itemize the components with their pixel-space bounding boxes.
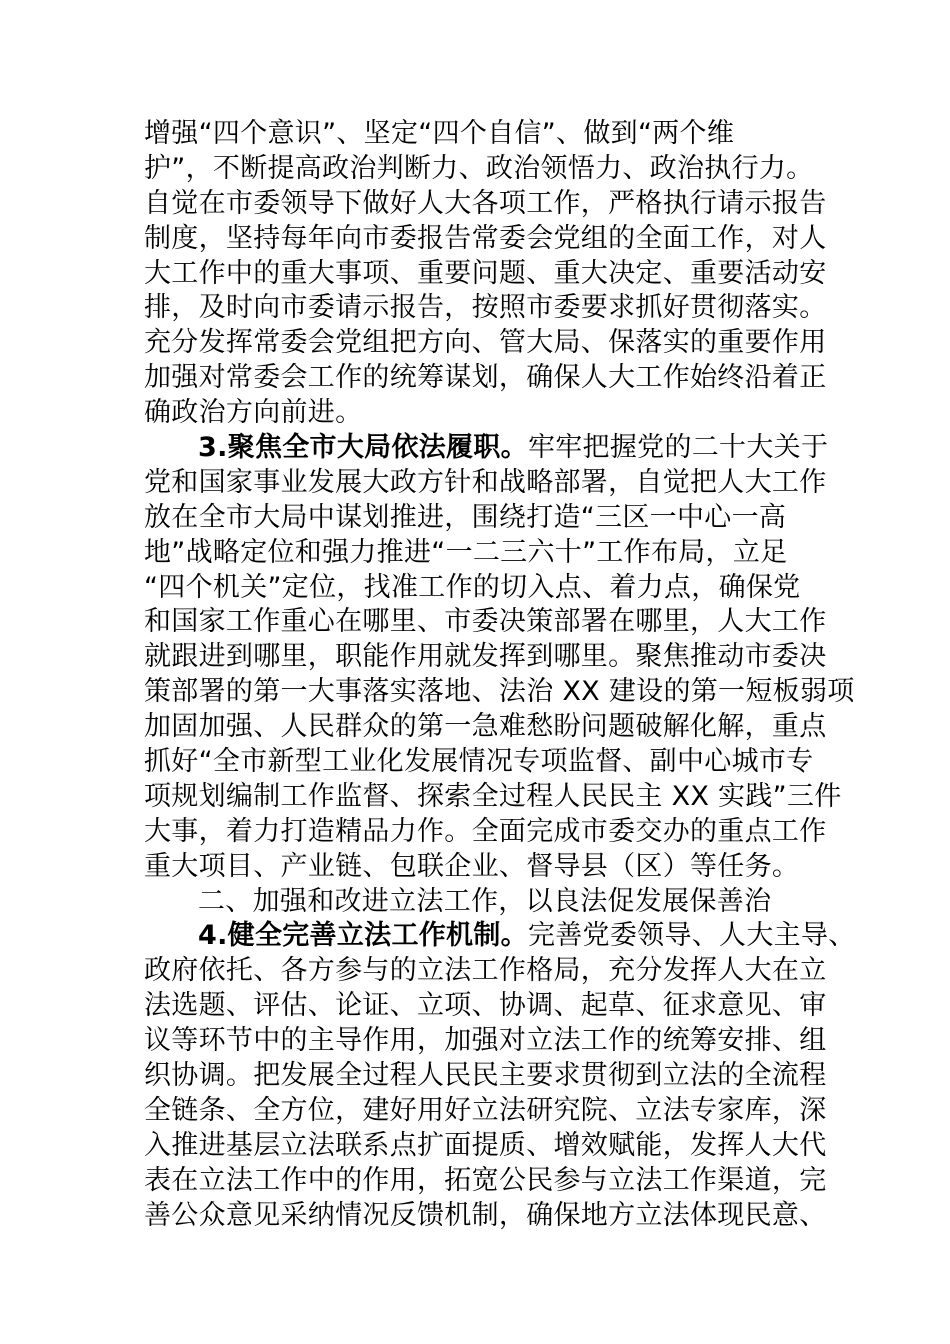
text-line: 增强“四个意识”、坚定“四个自信”、做到“两个维 — [144, 118, 735, 149]
text-line: 自觉在市委领导下做好人大各项工作，严格执行请示报告 — [144, 187, 827, 219]
paragraph-city-overall-situation — [144, 431, 855, 885]
text-line: 排，及时向市委请示报告，按照市委要求抓好贯彻落实。 — [144, 292, 827, 324]
section-heading: 二、加强和改进立法工作，以良法促发展保善治 — [198, 885, 772, 917]
text-line: 入推进基层立法联系点扩面提质、增效赋能，发挥人大代 — [144, 1129, 827, 1161]
text-line: “四个机关”定位，找准工作的切入点、着力点，确保党 — [144, 571, 801, 603]
text-line: 大工作中的重大事项、重要问题、重大决定、重要活动安 — [144, 257, 827, 289]
text-line: 加强对常委会工作的统筹谋划，确保人大工作始终沿着正 — [144, 362, 827, 394]
text-line: 就跟进到哪里，职能作用就发挥到哪里。聚焦推动市委决 — [144, 641, 827, 673]
paragraph-heading: 3.聚焦全市大局依法履职。 — [198, 432, 528, 464]
paragraph-first-line-text: 牢牢把握党的二十大关于 — [527, 432, 829, 464]
text-line: 和国家工作重心在哪里、市委决策部署在哪里，人大工作 — [144, 606, 827, 638]
text-line: 大事，着力打造精品力作。全面完成市委交办的重点工作 — [144, 815, 827, 847]
paragraph-political-awareness — [144, 117, 827, 431]
paragraph-first-line-text: 完善党委领导、人大主导、 — [527, 920, 856, 952]
paragraph-heading: 4.健全完善立法工作机制。 — [198, 920, 528, 952]
paragraph-first-line — [144, 919, 856, 954]
paragraph-legislative-mechanism — [144, 919, 856, 1233]
paragraph-first-line — [144, 431, 829, 466]
text-line: 善公众意见采纳情况反馈机制，确保地方立法体现民意、 — [144, 1199, 827, 1231]
text-line: 确政治方向前进。 — [144, 397, 363, 429]
text-line: 表在立法工作中的作用，拓宽公民参与立法工作渠道，完 — [144, 1164, 827, 1196]
text-line: 充分发挥常委会党组把方向、管大局、保落实的重要作用 — [144, 327, 827, 359]
text-line: 织协调。把发展全过程人民民主要求贯彻到立法的全流程 — [144, 1060, 827, 1092]
text-line: 抓好“全市新型工业化发展情况专项监督、副中心城市专 — [144, 746, 814, 778]
text-line: 护”，不断提高政治判断力、政治领悟力、政治执行力。 — [144, 152, 814, 184]
text-line: 制度，坚持每年向市委报告常委会党组的全面工作，对人 — [144, 222, 827, 254]
text-line: 议等环节中的主导作用，加强对立法工作的统筹安排、组 — [144, 1025, 827, 1057]
text-line: 重大项目、产业链、包联企业、督导县（区）等任务。 — [144, 850, 800, 882]
text-line: 党和国家事业发展大政方针和战略部署，自觉把人大工作 — [144, 466, 827, 498]
text-line: 放在全市大局中谋划推进，围绕打造“三区一中心一高 — [144, 501, 787, 533]
text-line: 策部署的第一大事落实落地、法治 XX 建设的第一短板弱项 — [144, 676, 855, 708]
text-line: 全链条、全方位，建好用好立法研究院、立法专家库，深 — [144, 1094, 827, 1126]
text-line: 法选题、评估、论证、立项、协调、起草、征求意见、审 — [144, 990, 827, 1022]
text-line: 地”战略定位和强力推进“一二三六十”工作布局，立足 — [144, 536, 788, 568]
text-line: 加固加强、人民群众的第一急难愁盼问题破解化解，重点 — [144, 711, 827, 743]
text-line: 政府依托、各方参与的立法工作格局，充分发挥人大在立 — [144, 955, 827, 987]
document-page — [144, 117, 856, 1234]
text-line: 项规划编制工作监督、探索全过程人民民主 XX 实践”三件 — [144, 780, 842, 812]
